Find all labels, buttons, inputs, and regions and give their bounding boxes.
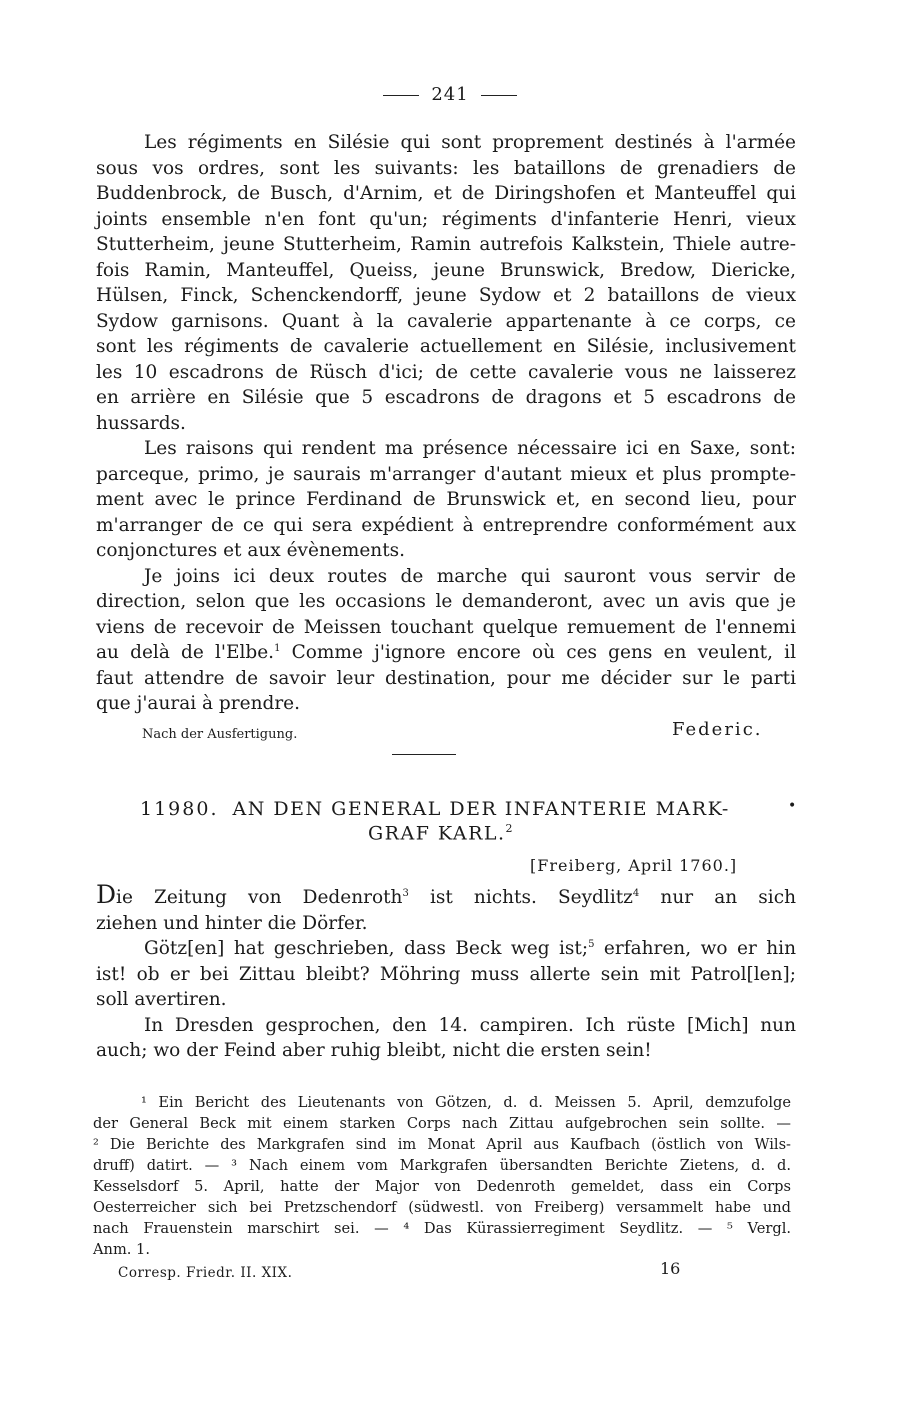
text-line: soll avertiren. [96, 989, 227, 1010]
text-line: en arrière en Silésie que 5 escadrons de dragons et 5 escadrons de [96, 387, 796, 408]
text-line: parceque, primo, je saurais m'arranger d'autant mieux et plus prompte- [96, 463, 796, 485]
text-line: faut attendre de savoir leur destination, pour me décider sur le parti [96, 667, 796, 689]
footnote-line: Anm. 1. [93, 1241, 150, 1258]
paragraph [96, 564, 796, 717]
text-line: ziehen und hinter die Dörfer. [96, 912, 368, 934]
text-line: sous vos ordres, sont les suivants: les bataillons de grenadiers de [96, 157, 796, 179]
letter-number: 11980. [140, 798, 219, 820]
page-number-dash-right [481, 95, 517, 96]
footnote-line: druff) datirt. — ³ Nach einem vom Markgrafen übersandten Berichte Zietens, d. d. [93, 1157, 791, 1174]
text-line: Hülsen, Finck, Schenckendorff, jeune Sydow et 2 bataillons de vieux [96, 285, 796, 306]
text-line: ist! ob er bei Zittau bleibt? Möhring muss allerte sein mit Patrol[len]; [96, 963, 796, 985]
section-divider [392, 754, 456, 755]
text-line: au delà de l'Elbe.$^1$ Comme j'ignore encore où ces gens en veulent, il [96, 642, 796, 663]
paragraph [96, 130, 796, 436]
margin-dot: • [788, 798, 798, 814]
paragraph [96, 436, 796, 564]
text-line: que j'aurai à prendre. [96, 693, 300, 714]
footnote-ref: 3 [402, 887, 409, 899]
text-line: direction, selon que les occasions le demanderont, avec un avis que je [96, 591, 796, 612]
text-line: Die Zeitung von Dedenroth$^3$ ist nichts. Seydlitz$^4$ nur an sich [96, 880, 796, 909]
footnote-line: ² Die Berichte des Markgrafen sind im Monat April aus Kaufbach (östlich von Wils- [93, 1136, 791, 1153]
page-number: 241 [0, 84, 900, 105]
sheet-number: 16 [660, 1259, 681, 1278]
footnote-line: Kesselsdorf 5. April, hatte der Major von Dedenroth gemeldet, dass ein Corps [93, 1178, 791, 1195]
footnote-ref: 1 [274, 642, 281, 654]
text-line: m'arranger de ce qui sera expédient à entreprendre conformément aux [96, 514, 796, 536]
source-note: Nach der Ausfertigung. [142, 727, 298, 742]
paragraph [96, 882, 796, 936]
initial-letter: D [96, 880, 117, 909]
text-line: In Dresden gesprochen, den 14. campiren. Ich rüste [Mich] nun [144, 1014, 796, 1036]
signature: Federic. [672, 719, 763, 740]
footnotes [93, 1092, 791, 1260]
text-line: les 10 escadrons de Rüsch d'ici; de cette cavalerie vous ne laisserez [96, 361, 796, 383]
text-line: Buddenbrock, de Busch, d'Arnim, et de Diringshofen et Manteuffel qui [96, 183, 796, 204]
footnote-line: Oesterreicher sich bei Pretzschendorf (südwestl. von Freiberg) versammelt habe und [93, 1199, 791, 1216]
footnote-line: der General Beck mit einem starken Corps nach Zittau aufgebrochen sein sollte. — [93, 1115, 791, 1132]
text-line: Je joins ici deux routes de marche qui sauront vous servir de [144, 565, 796, 587]
letter-2-body [96, 882, 796, 1064]
footnote-ref: 5 [588, 938, 595, 950]
text-line: Les régiments en Silésie qui sont proprement destinés à l'armée [144, 132, 796, 153]
text-line: auch; wo der Feind aber ruhig bleibt, nicht die ersten sein! [96, 1040, 652, 1061]
signature-line: Corresp. Friedr. II. XIX. [118, 1265, 293, 1281]
text-line: Götz[en] hat geschrieben, dass Beck weg ist;$^5$ erfahren, wo er hin [144, 938, 796, 959]
footnote-ref: 4 [632, 887, 640, 899]
page-number-dash-left [383, 95, 419, 96]
dateline: [Freiberg, April 1760.] [530, 856, 738, 875]
footnote-line: ¹ Ein Bericht des Lieutenants von Götzen, d. d. Meissen 5. April, demzufolge [141, 1094, 791, 1111]
text-line: conjonctures et aux évènements. [96, 540, 406, 561]
letter-heading [140, 798, 800, 844]
letter-1-body [96, 130, 796, 717]
text-line: fois Ramin, Manteuffel, Queiss, jeune Brunswick, Bredow, Diericke, [96, 259, 796, 281]
text-line: ment avec le prince Ferdinand de Brunswick et, en second lieu, pour [96, 489, 796, 510]
text-line: Les raisons qui rendent ma présence nécessaire ici en Saxe, sont: [144, 438, 796, 459]
text-line: hussards. [96, 412, 186, 434]
text-line: sont les régiments de cavalerie actuellement en Silésie, inclusivement [96, 336, 796, 357]
text-line: Stutterheim, jeune Stutterheim, Ramin autrefois Kalkstein, Thiele autre- [96, 234, 796, 255]
footnote-ref: 2 [505, 822, 515, 835]
heading-line: GRAF KARL.$^2$ [368, 822, 515, 845]
paragraph [96, 936, 796, 1013]
footnote-line: nach Frauenstein marschirt sei. — ⁴ Das Kürassierregiment Seydlitz. — ⁵ Vergl. [93, 1220, 791, 1237]
heading-line: 11980. AN DEN GENERAL DER INFANTERIE MARK- [140, 798, 730, 820]
text-line: viens de recevoir de Meissen touchant quelque remuement de l'ennemi [96, 616, 796, 638]
text-line: joints ensemble n'en font qu'un; régiments d'infanterie Henri, vieux [96, 208, 796, 230]
paragraph [96, 1013, 796, 1064]
text-line: Sydow garnisons. Quant à la cavalerie appartenante à ce corps, ce [96, 310, 796, 332]
